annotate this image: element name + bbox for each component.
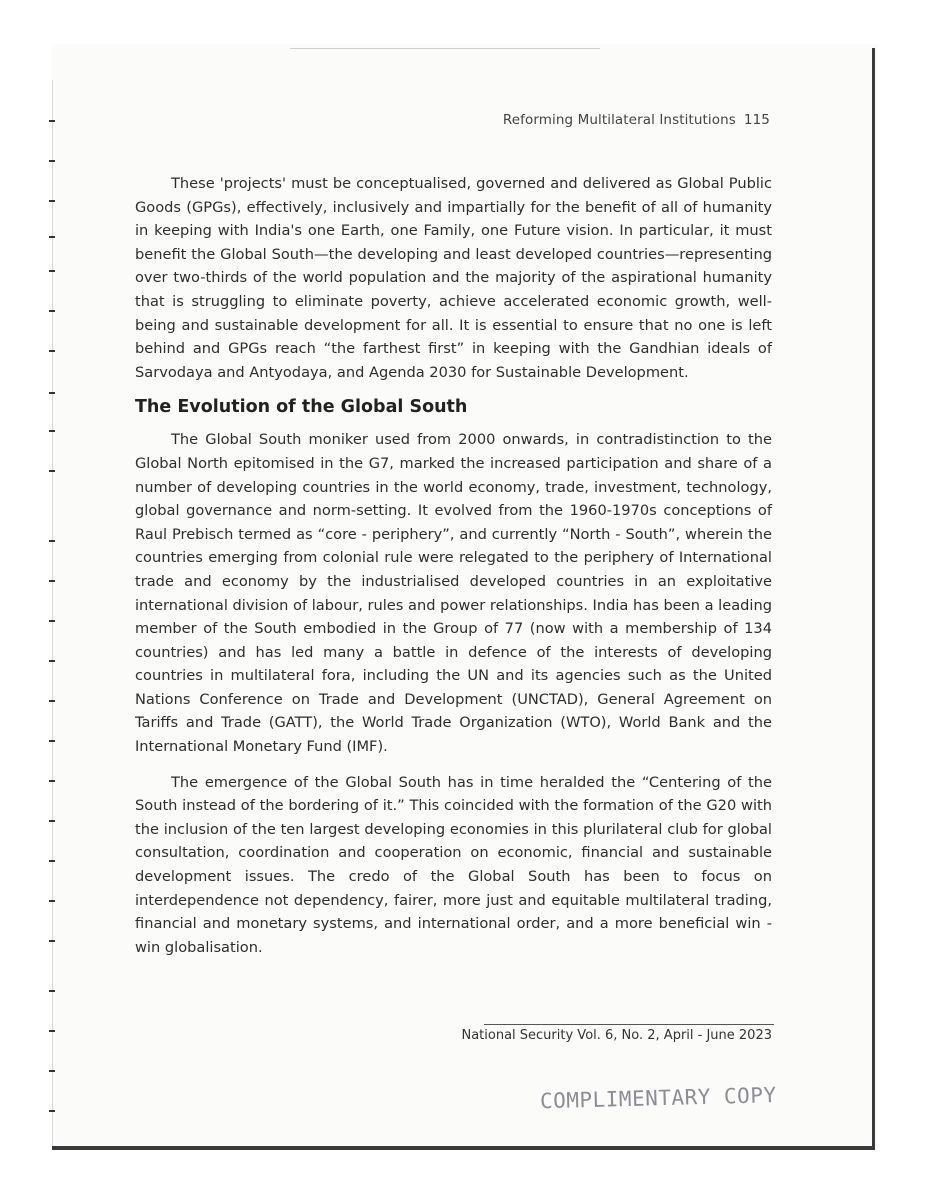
binding-mark (49, 990, 55, 992)
binding-mark (49, 1070, 55, 1072)
footer-divider (484, 1024, 774, 1025)
page-left-edge (52, 80, 53, 1146)
section-heading: The Evolution of the Global South (135, 397, 468, 418)
binding-mark (49, 120, 55, 122)
paragraph-intro: These 'projects' must be conceptualised, governed and delivered as Global Public Goods (GPGs), effectively, inclusively and impartially for the benefit of all of humanity in keeping with India's one Earth, one Family, one Future vision. In particular, it must benefit the Global South—the developing and least developed countries—representing over two-thirds of the world population and the majority of the aspirational humanity that is struggling to eliminate poverty, achieve accelerated economic growth, well-being and sustainable development for all. It is essential to ensure that no one is left behind and GPGs reach “the farthest first” in keeping with the Gandhian ideals of Sarvodaya and Antyodaya, and Agenda 2030 for Sustainable Development. (135, 175, 772, 381)
journal-citation: National Security Vol. 6, No. 2, April - June 2023 (461, 1028, 772, 1043)
complimentary-copy-stamp: COMPLIMENTARY COPY (539, 1083, 777, 1114)
top-divider (290, 48, 600, 49)
binding-mark (49, 1030, 55, 1032)
binding-mark (49, 430, 55, 432)
binding-mark (49, 940, 55, 942)
binding-mark (49, 740, 55, 742)
binding-mark (49, 270, 55, 272)
binding-mark (49, 860, 55, 862)
binding-mark (49, 392, 55, 394)
binding-mark (49, 820, 55, 822)
binding-mark (49, 1110, 55, 1112)
binding-mark (49, 620, 55, 622)
page-right-edge (872, 48, 875, 1150)
binding-mark (49, 580, 55, 582)
body-text (135, 172, 772, 959)
paragraph-emergence: The emergence of the Global South has in time heralded the “Centering of the South instead of the bordering of it.” This coincided with the formation of the G20 with the inclusion of the ten largest developing economies in this plurilateral club for global consultation, coordination and cooperation on economic, financial and sustainable development issues. The credo of the Global South has been to focus on interdependence not dependency, fairer, more just and equitable multilateral trading, financial and monetary systems, and international order, and a more beneficial win - win globalisation. (135, 773, 772, 956)
binding-mark (49, 900, 55, 902)
running-head (440, 112, 770, 128)
binding-mark (49, 540, 55, 542)
binding-mark (49, 780, 55, 782)
running-head-title: Reforming Multilateral Institutions (502, 112, 736, 128)
binding-mark (49, 200, 55, 202)
binding-mark (49, 700, 55, 702)
binding-mark (49, 470, 55, 472)
binding-mark (49, 160, 55, 162)
binding-mark (49, 350, 55, 352)
page-number: 115 (743, 112, 770, 128)
binding-mark (49, 236, 55, 238)
paragraph-evolution: The Global South moniker used from 2000 onwards, in contradistinction to the Global North epitomised in the G7, marked the increased participation and share of a number of developing countries in the world economy, trade, investment, technology, global governance and norm-setting. It evolved from the 1960-1970s conceptions of Raul Prebisch termed as “core - periphery”, and currently “North - South”, wherein the countries emerging from colonial rule were relegated to the periphery of International trade and economy by the industrialised developed countries in an exploitative international division of labour, rules and power relationships. India has been a leading member of the South embodied in the Group of 77 (now with a membership of 134 countries) and has led many a battle in defence of the interests of developing countries in multilateral fora, including the UN and its agencies such as the United Nations Conference on Trade and Development (UNCTAD), General Agreement on Tariffs and Trade (GATT), the World Trade Organization (WTO), World Bank and the International Monetary Fund (IMF). (135, 431, 772, 756)
page-bottom-edge (52, 1146, 875, 1150)
binding-mark (49, 310, 55, 312)
binding-mark (49, 660, 55, 662)
